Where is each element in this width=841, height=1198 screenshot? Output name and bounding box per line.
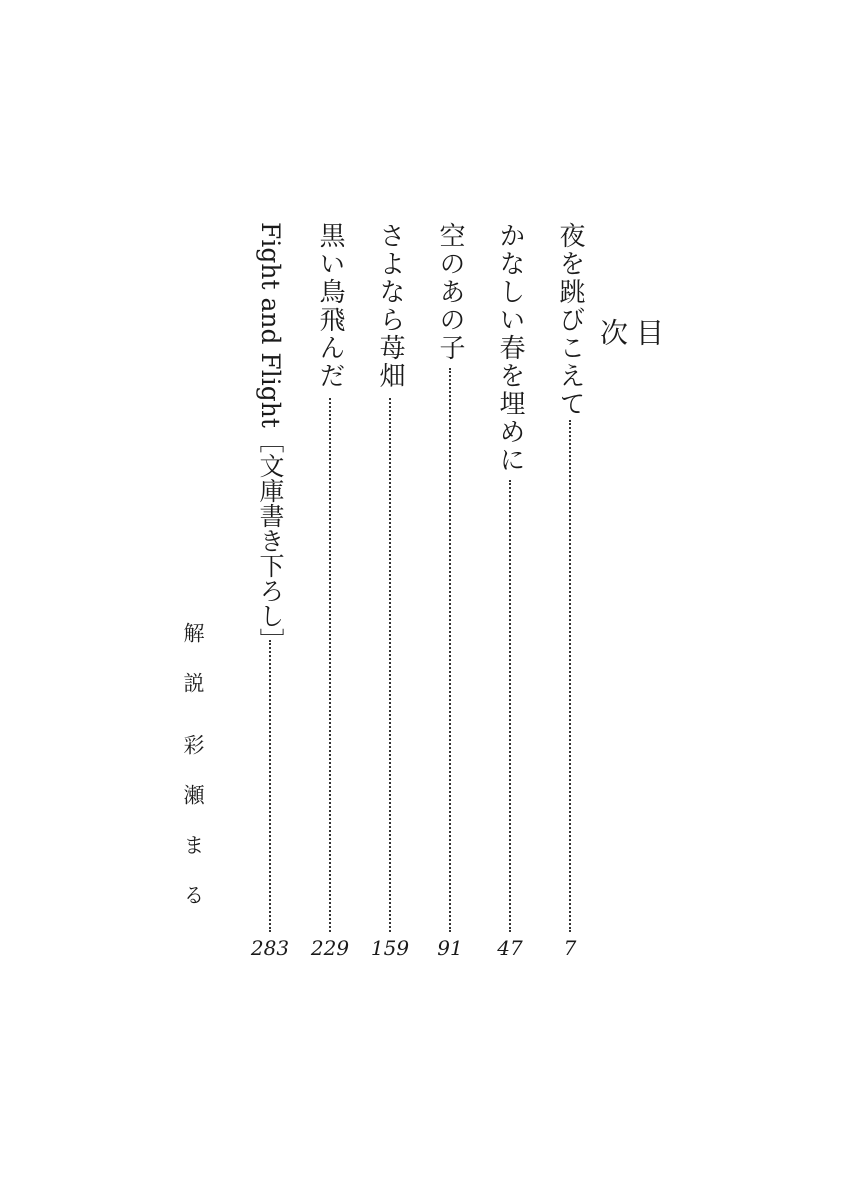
toc-page-number: 283 bbox=[250, 936, 290, 960]
toc-page-number: 91 bbox=[437, 936, 463, 960]
toc-heading: 目次 bbox=[596, 318, 665, 418]
toc-entry-title: Fight and Flight［文庫書き下ろし］ bbox=[256, 222, 285, 653]
toc-entry-title: 夜を跳びこえて bbox=[555, 222, 585, 418]
dot-leader bbox=[389, 398, 391, 932]
commentary-credit bbox=[178, 622, 208, 934]
toc-entry[interactable] bbox=[313, 222, 347, 934]
toc-entry[interactable] bbox=[253, 222, 287, 934]
toc-entry-title: 黒い鳥飛んだ bbox=[315, 222, 345, 390]
dot-leader bbox=[509, 480, 511, 932]
toc-page-number: 159 bbox=[370, 936, 410, 960]
toc-entry[interactable] bbox=[433, 222, 467, 934]
toc-page-number: 7 bbox=[563, 936, 577, 960]
toc-entry-title: かなしい春を埋めに bbox=[495, 222, 525, 474]
toc-entry[interactable] bbox=[373, 222, 407, 934]
toc-entry-title: 空のあの子 bbox=[435, 222, 465, 362]
commentary-label: 解説 bbox=[181, 622, 205, 722]
toc-entry-title: さよなら苺畑 bbox=[375, 222, 405, 390]
toc-page-number: 47 bbox=[497, 936, 523, 960]
toc-entry[interactable] bbox=[553, 222, 587, 934]
dot-leader bbox=[269, 640, 271, 932]
dot-leader bbox=[449, 368, 451, 932]
toc-page-number: 229 bbox=[310, 936, 350, 960]
commentary-author: 彩瀬まる bbox=[181, 734, 205, 934]
toc-entry[interactable] bbox=[493, 222, 527, 934]
dot-leader bbox=[329, 398, 331, 932]
dot-leader bbox=[569, 420, 571, 932]
